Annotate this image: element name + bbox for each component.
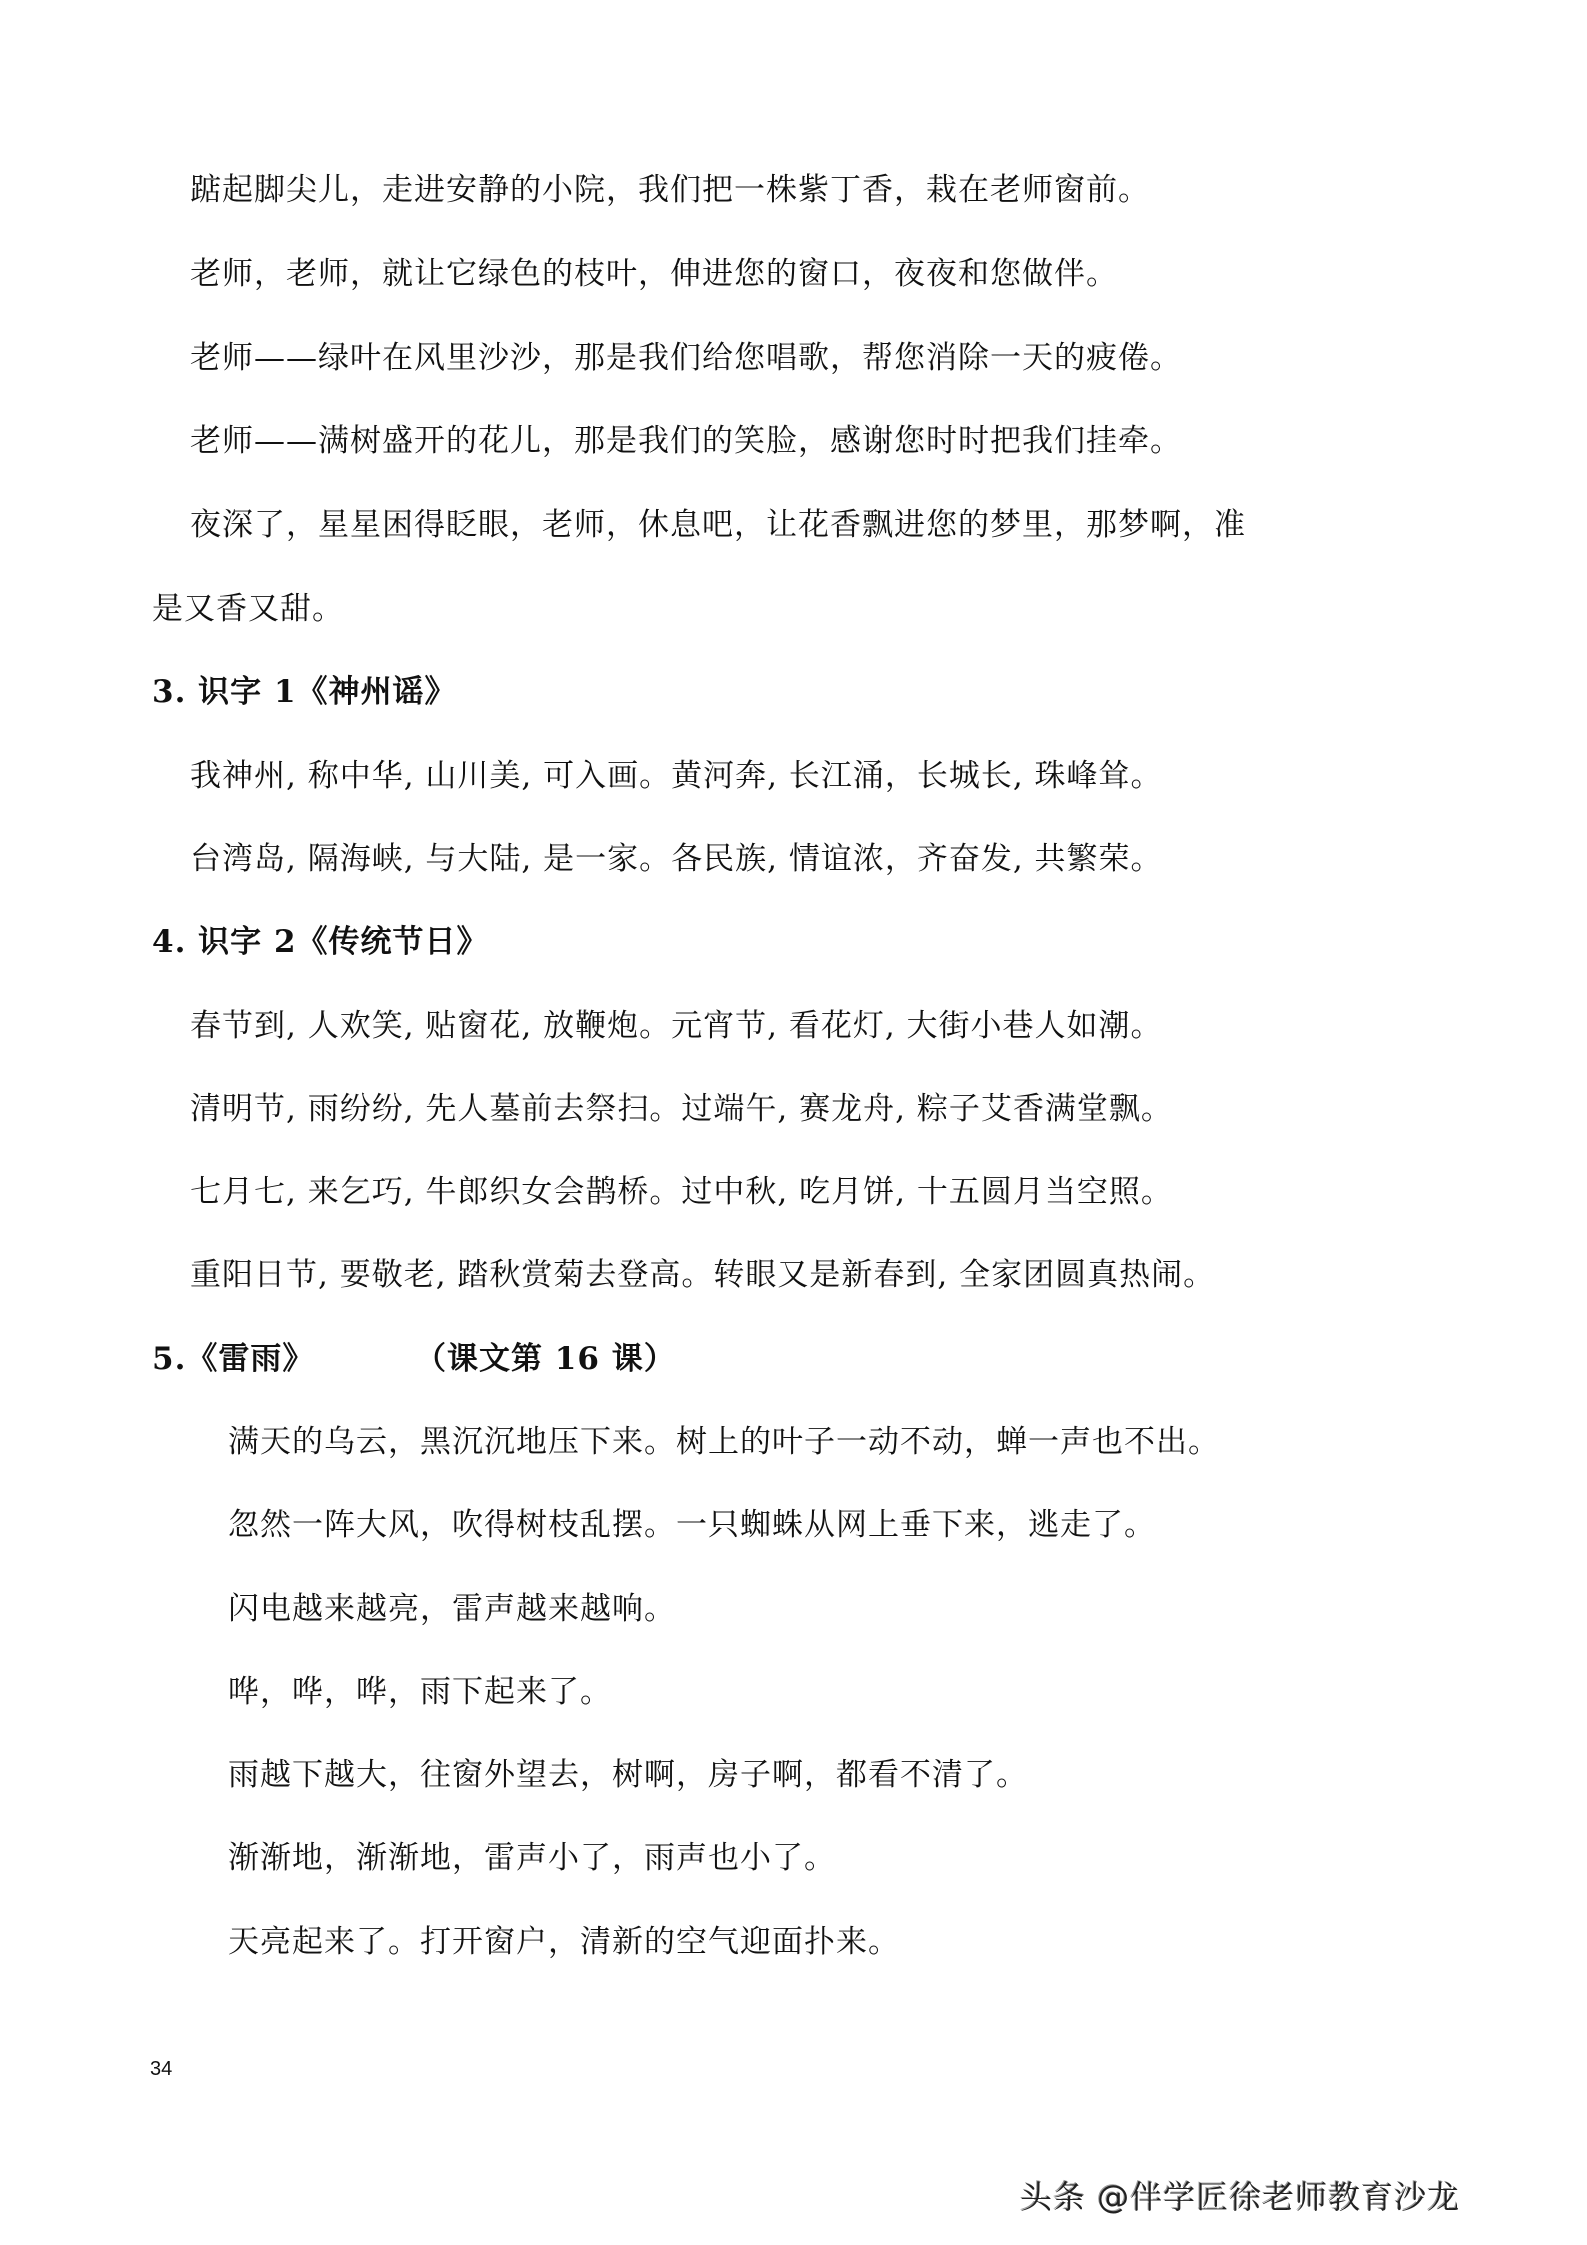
poem-line: 老师——满树盛开的花儿，那是我们的笑脸，感谢您时时把我们挂牵。	[190, 423, 1182, 459]
text-line: 满天的乌云，黑沉沉地压下来。树上的叶子一动不动，蝉一声也不出。	[228, 1424, 1220, 1460]
text-line: 忽然一阵大风，吹得树枝乱摆。一只蜘蛛从网上垂下来，逃走了。	[228, 1507, 1156, 1543]
text-line: 我神州, 称中华, 山川美, 可入画。黄河奔, 长江涌，长城长, 珠峰耸。	[190, 758, 1163, 794]
text-line: 雨越下越大，往窗外望去，树啊，房子啊，都看不清了。	[228, 1757, 1028, 1793]
page-number: 34	[150, 2058, 173, 2080]
poem-line: 踮起脚尖儿，走进安静的小院，我们把一株紫丁香，栽在老师窗前。	[190, 172, 1150, 208]
text-line: 渐渐地，渐渐地，雷声小了，雨声也小了。	[228, 1840, 836, 1876]
text-line: 春节到, 人欢笑, 贴窗花, 放鞭炮。元宵节, 看花灯, 大街小巷人如潮。	[190, 1008, 1163, 1044]
poem-line: 老师——绿叶在风里沙沙，那是我们给您唱歌，帮您消除一天的疲倦。	[190, 340, 1182, 376]
poem-line: 是又香又甜。	[152, 591, 344, 627]
poem-line: 老师，老师，就让它绿色的枝叶，伸进您的窗口，夜夜和您做伴。	[190, 256, 1118, 292]
section-subheading-lesson: （课文第 16 课）	[415, 1341, 676, 1377]
text-line: 重阳日节, 要敬老, 踏秋赏菊去登高。转眼又是新春到, 全家团圆真热闹。	[190, 1257, 1216, 1293]
text-line: 清明节, 雨纷纷, 先人墓前去祭扫。过端午, 赛龙舟, 粽子艾香满堂飘。	[190, 1091, 1173, 1127]
section-heading-traditional-festivals: 4. 识字 2《传统节日》	[152, 924, 489, 960]
section-heading-shenzhouyao: 3. 识字 1《神州谣》	[152, 674, 457, 710]
text-line: 台湾岛, 隔海峡, 与大陆, 是一家。各民族, 情谊浓，齐奋发, 共繁荣。	[190, 841, 1163, 877]
text-line: 七月七, 来乞巧, 牛郎织女会鹊桥。过中秋, 吃月饼, 十五圆月当空照。	[190, 1174, 1173, 1210]
section-heading-leiyu: 5.《雷雨》	[152, 1341, 315, 1377]
text-line: 哗，哗，哗，雨下起来了。	[228, 1674, 612, 1710]
watermark: 头条 @伴学匠徐老师教育沙龙	[1020, 2178, 1461, 2216]
poem-line: 夜深了，星星困得眨眼，老师，休息吧，让花香飘进您的梦里，那梦啊，准	[190, 507, 1246, 543]
text-line: 天亮起来了。打开窗户，清新的空气迎面扑来。	[228, 1924, 900, 1960]
text-line: 闪电越来越亮，雷声越来越响。	[228, 1591, 676, 1627]
